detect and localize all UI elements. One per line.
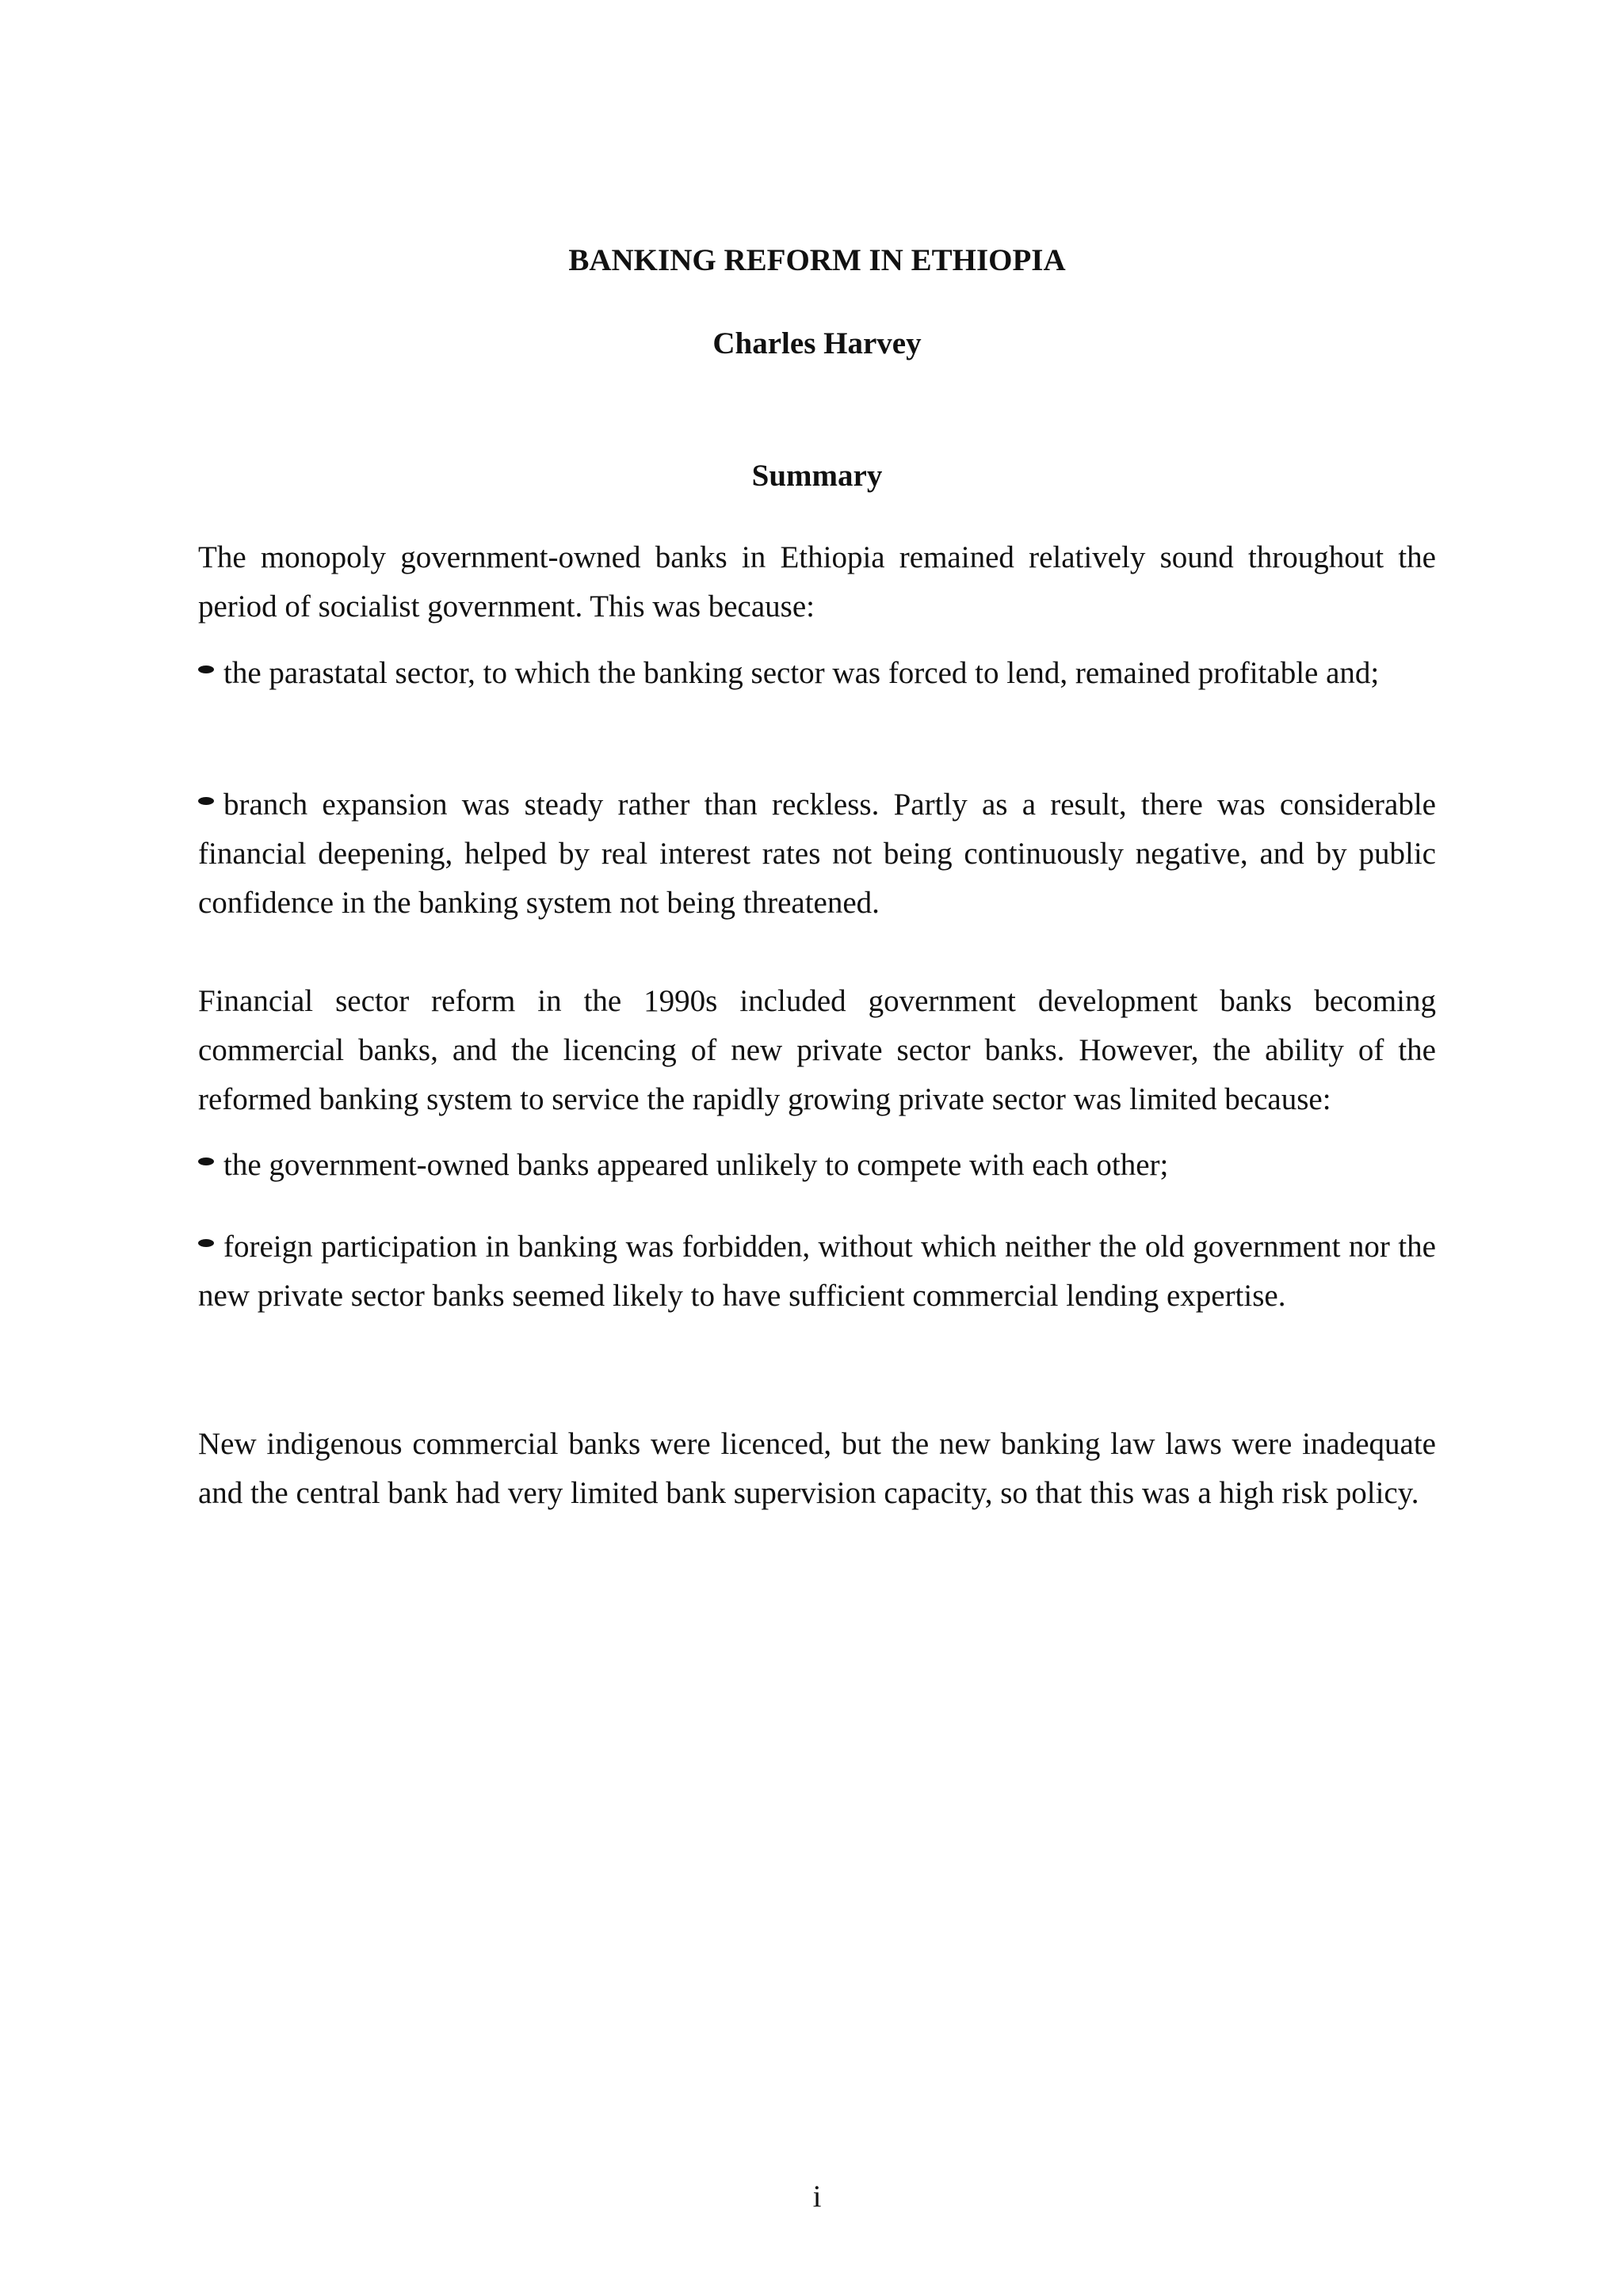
document-page: [198, 0, 1436, 2296]
summary-heading: Summary: [751, 459, 883, 493]
document-title: BANKING REFORM IN ETHIOPIA: [568, 243, 1066, 277]
summary-paragraph-intro: The monopoly government-owned banks in Ethiopia remained relatively sound throughout the period of socialist government. This was because:: [198, 540, 1436, 624]
bullet-item-parastatal: the parastatal sector, to which the banking sector was forced to lend, remained profitable and;: [198, 649, 1436, 698]
bullet-item-branch-expansion: branch expansion was steady rather than reckless. Partly as a result, there was considerable financial deepening, helped by real interest rates not being continuously negative, and by public confidence in the banking system not being threatened.: [198, 788, 1436, 920]
bullet-icon: [198, 666, 214, 673]
summary-paragraph-reform: Financial sector reform in the 1990s included government development banks becoming commercial banks, and the licencing of new private sector banks. However, the ability of the reformed banking system to service the rapidly growing private sector was limited because:: [198, 984, 1436, 1116]
bullet-icon: [198, 1239, 214, 1247]
bullet-item-foreign-participation: foreign participation in banking was forbidden, without which neither the old government nor the new private sector banks seemed likely to have sufficient commercial lending expertise.: [198, 1230, 1436, 1313]
bullet-icon: [198, 797, 214, 805]
bullet-item-government-banks: the government-owned banks appeared unlikely to compete with each other;: [198, 1141, 1436, 1190]
page-number: i: [812, 2180, 822, 2214]
author-name: Charles Harvey: [712, 326, 922, 360]
bullet-icon: [198, 1158, 214, 1165]
summary-paragraph-indigenous-banks: New indigenous commercial banks were licenced, but the new banking law laws were inadequate and the central bank had very limited bank supervision capacity, so that this was a high risk policy.: [198, 1427, 1436, 1510]
